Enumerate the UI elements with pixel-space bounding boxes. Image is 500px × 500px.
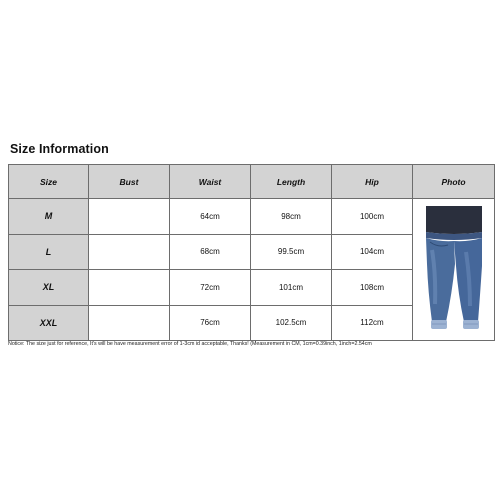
hip-cell: 100cm xyxy=(332,199,413,235)
header-length: Length xyxy=(251,165,332,199)
size-cell: L xyxy=(9,234,89,270)
size-information-title: Size Information xyxy=(10,142,109,156)
length-cell: 101cm xyxy=(251,270,332,306)
table-row xyxy=(9,199,495,235)
header-hip: Hip xyxy=(332,165,413,199)
size-chart-table xyxy=(8,164,495,341)
waist-cell: 76cm xyxy=(170,305,251,341)
bust-cell xyxy=(89,270,170,306)
size-cell: XL xyxy=(9,270,89,306)
bust-cell xyxy=(89,199,170,235)
length-cell: 99.5cm xyxy=(251,234,332,270)
waist-cell: 72cm xyxy=(170,270,251,306)
bust-cell xyxy=(89,305,170,341)
hip-cell: 112cm xyxy=(332,305,413,341)
photo-cell xyxy=(413,199,495,341)
header-waist: Waist xyxy=(170,165,251,199)
size-cell: XXL xyxy=(9,305,89,341)
waist-cell: 68cm xyxy=(170,234,251,270)
table-header-row xyxy=(9,165,495,199)
length-cell: 98cm xyxy=(251,199,332,235)
hip-cell: 108cm xyxy=(332,270,413,306)
size-cell: M xyxy=(9,199,89,235)
measurement-notice: Notice: The size just for reference, It's will be have measurement error of 1-3cm id acceptable, Thanks! (Measurement in CM, 1cm=0.39inch, 1inch=2.54cm xyxy=(8,341,372,347)
belly-band-shape xyxy=(426,206,482,234)
header-size: Size xyxy=(9,165,89,199)
maternity-jeans-photo xyxy=(422,204,486,336)
header-bust: Bust xyxy=(89,165,170,199)
header-photo: Photo xyxy=(413,165,495,199)
waist-cell: 64cm xyxy=(170,199,251,235)
hip-cell: 104cm xyxy=(332,234,413,270)
length-cell: 102.5cm xyxy=(251,305,332,341)
bust-cell xyxy=(89,234,170,270)
